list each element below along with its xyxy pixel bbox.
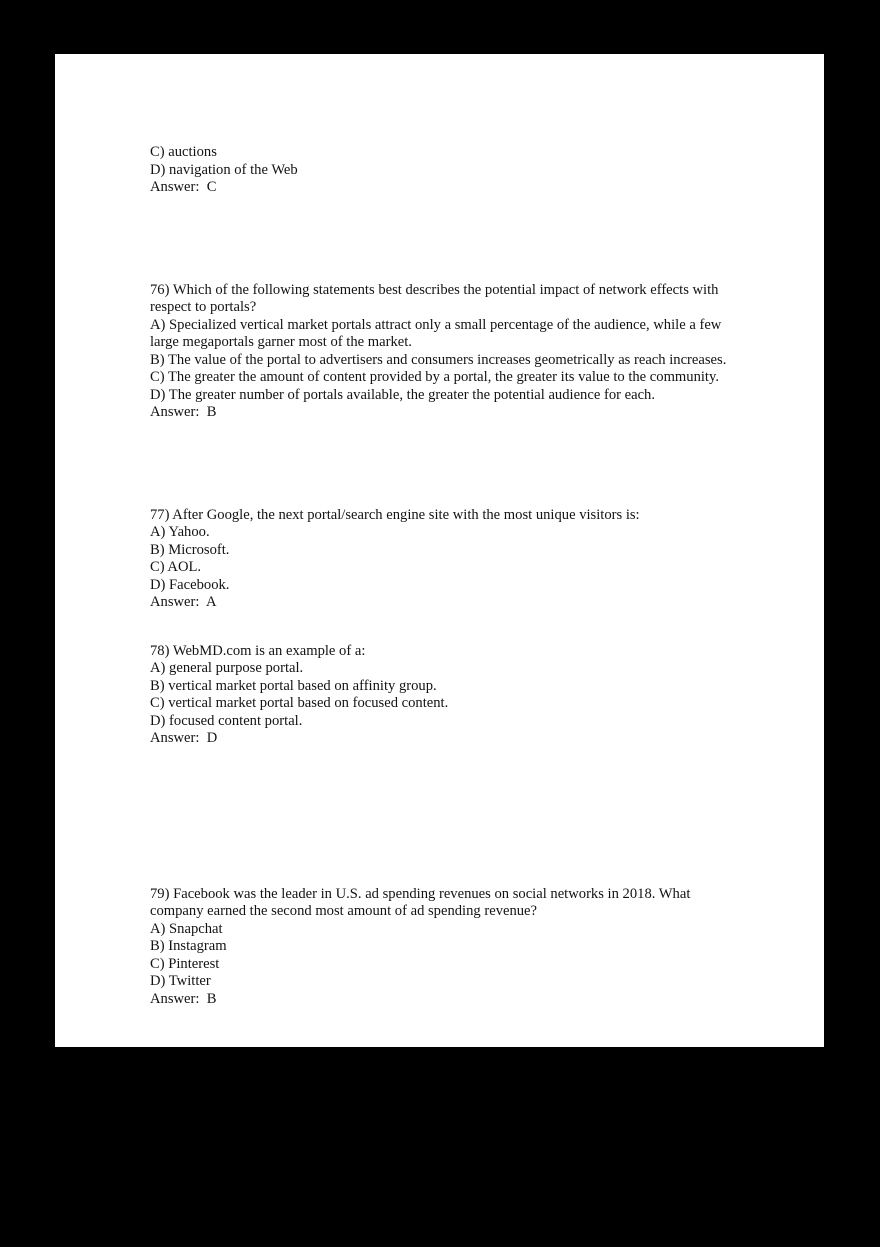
question-stem: 77) After Google, the next portal/search engine site with the most unique visitors is: (150, 506, 640, 523)
option-line: D) navigation of the Web (150, 161, 298, 178)
question-block-76 (150, 282, 732, 422)
question-stem: 78) WebMD.com is an example of a: (150, 642, 366, 659)
option-line: D) focused content portal. (150, 712, 303, 729)
option-line: A) general purpose portal. (150, 660, 304, 676)
option-line: D) Facebook. (150, 576, 230, 593)
option-line: D) The greater number of portals available, the greater the potential audience for each. (150, 386, 656, 403)
answer-line: Answer: D (150, 730, 218, 746)
document-page-sheet (55, 54, 824, 1047)
question-block-79 (150, 886, 732, 1009)
answer-line: Answer: A (150, 594, 217, 610)
block-spacer (150, 197, 732, 282)
question-block-78 (150, 643, 732, 748)
answer-line: Answer: B (150, 404, 217, 420)
option-line: C) AOL. (150, 559, 202, 575)
option-line: C) The greater the amount of content provided by a portal, the greater its value to the community. (150, 369, 719, 385)
option-line: A) Yahoo. (150, 524, 210, 540)
option-line: B) vertical market portal based on affinity group. (150, 677, 437, 694)
answer-line: Answer: B (150, 990, 217, 1007)
option-line: D) Twitter (150, 973, 211, 989)
option-line: A) Specialized vertical market portals attract only a small percentage of the audience, while a few large megaportals garner most of the market. (150, 316, 725, 350)
block-spacer (150, 612, 732, 643)
question-stem: 79) Facebook was the leader in U.S. ad spending revenues on social networks in 2018. What company earned the second most amount of ad spending revenue? (150, 885, 695, 919)
block-spacer (150, 422, 732, 507)
document-text-column (150, 144, 732, 1008)
option-line: B) Microsoft. (150, 541, 230, 558)
question-stem: 76) Which of the following statements best describes the potential impact of network effects with respect to portals? (150, 281, 723, 315)
option-line: B) The value of the portal to advertisers and consumers increases geometrically as reach increases. (150, 351, 727, 368)
answer-line: Answer: C (150, 179, 217, 195)
question-block-partial-tail (150, 144, 732, 197)
option-line: A) Snapchat (150, 920, 223, 937)
option-line: B) Instagram (150, 938, 227, 954)
block-spacer (150, 748, 732, 886)
option-line: C) auctions (150, 144, 217, 160)
option-line: C) vertical market portal based on focused content. (150, 695, 449, 711)
option-line: C) Pinterest (150, 955, 220, 972)
question-block-77 (150, 507, 732, 612)
